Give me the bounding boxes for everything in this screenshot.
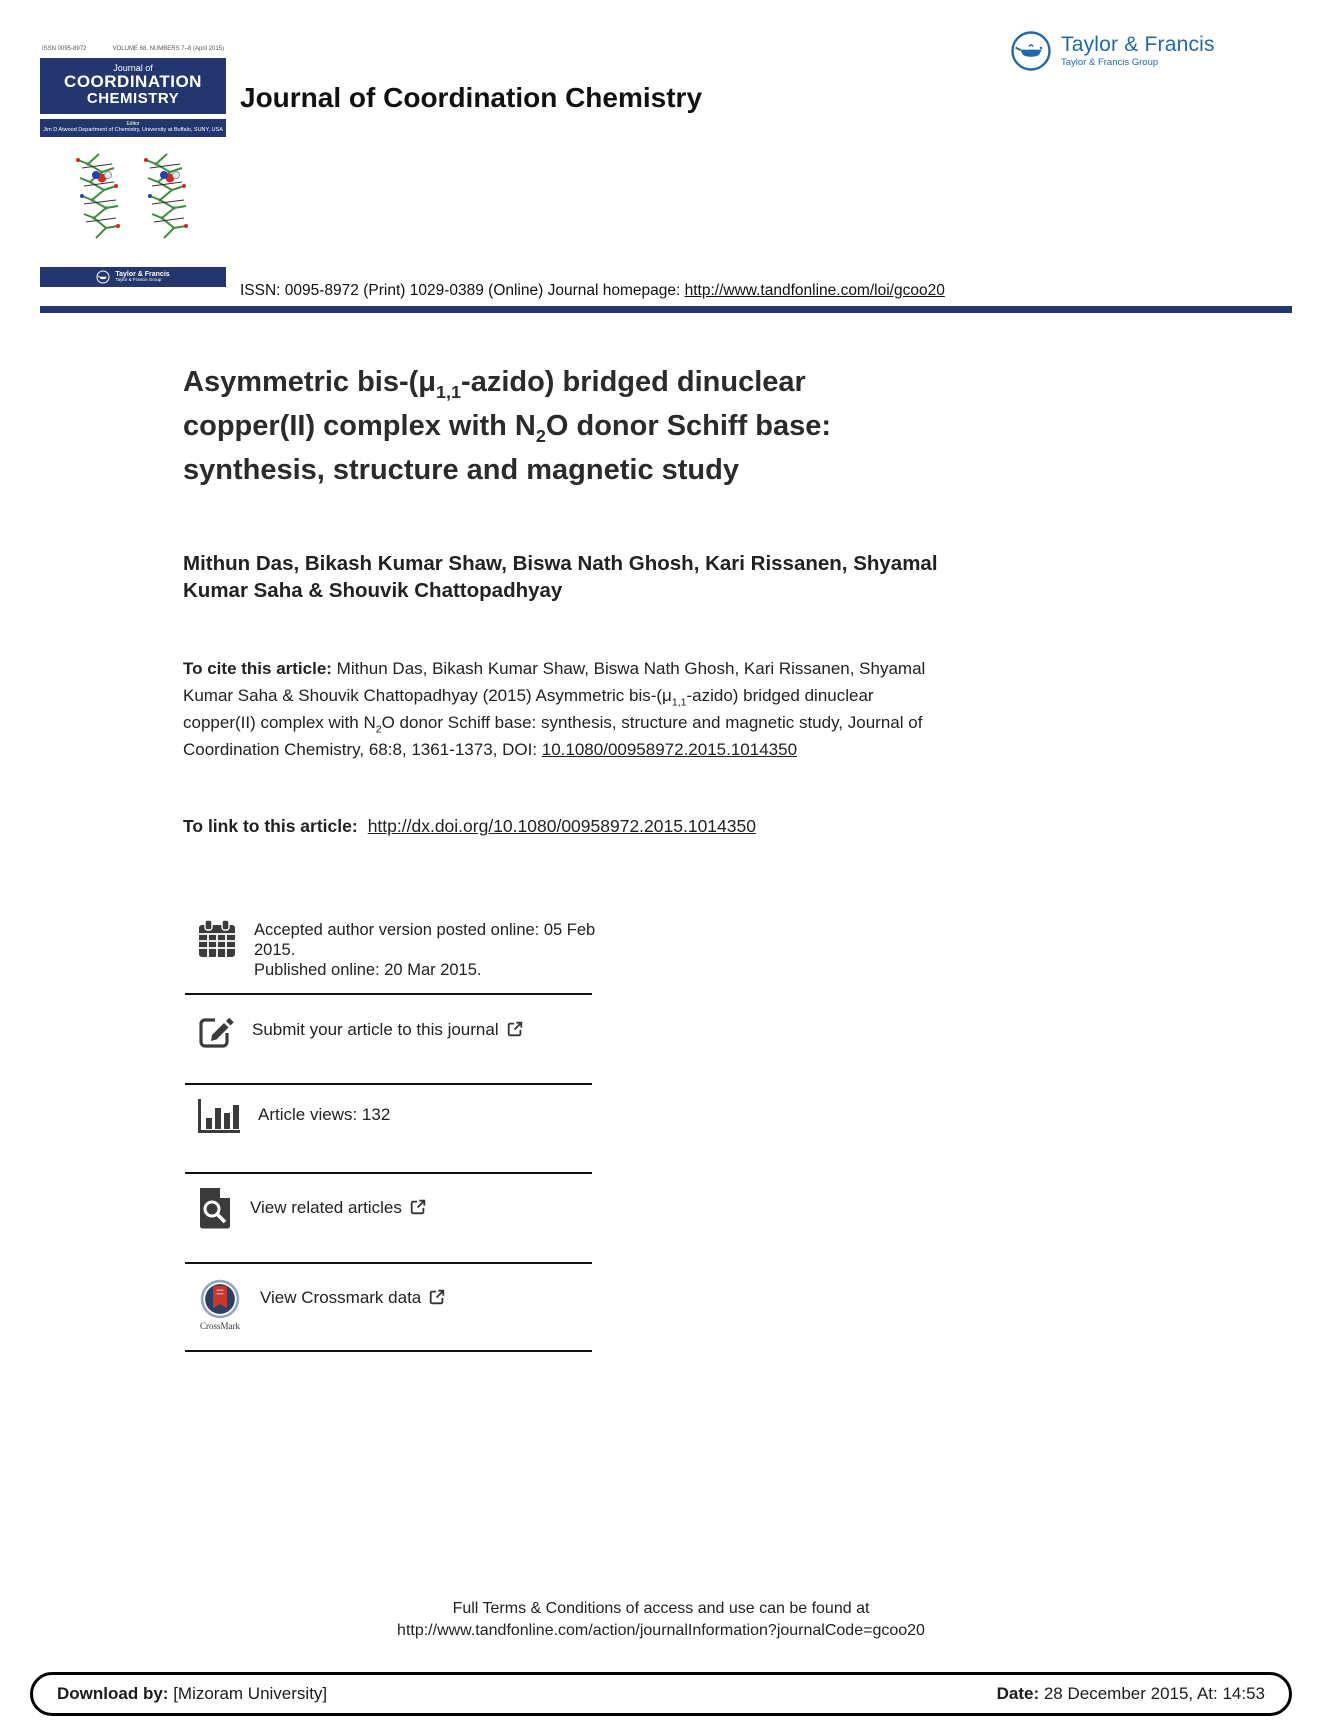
submit-article-label: Submit your article to this journal bbox=[252, 1020, 524, 1040]
bar-chart-icon bbox=[196, 1096, 242, 1134]
cover-molecule-images bbox=[40, 137, 226, 255]
article-link-line bbox=[183, 816, 756, 837]
article-doi-link[interactable]: http://dx.doi.org/10.1080/00958972.2015.1014350 bbox=[367, 816, 756, 836]
terms-and-conditions bbox=[0, 1598, 1322, 1642]
publication-history-row bbox=[196, 918, 602, 980]
external-link-icon bbox=[506, 1020, 524, 1038]
tf-brand-group: Taylor & Francis Group bbox=[1061, 57, 1159, 69]
related-articles-label: View related articles bbox=[250, 1198, 427, 1218]
cite-paragraph: To cite this article: Mithun Das, Bikash Kumar Shaw, Biswa Nath Ghosh, Kari Rissanen, Shyamal Kumar Saha & Shouvik Chattopadhyay (2015) Asymmetric bis-$(\mu_{1,1}-azido)$ bridged dinuclear copper(II) complex with $N_2O$ donor Schiff base: synthesis, structure and magnetic study, Journal of Coordination Chemistry, 68:8, 1361-1373, DOI: 10.1080/00958972.2015.1014350 bbox=[183, 659, 926, 759]
published-online-text: Published online: 20 Mar 2015. bbox=[254, 961, 482, 979]
journal-title-heading: Journal of Coordination Chemistry bbox=[240, 82, 703, 113]
terms-url[interactable]: http://www.tandfonline.com/action/journalInformation?journalCode=gcoo20 bbox=[397, 1622, 925, 1639]
cover-imprint-group: Taylor & Francis Group bbox=[115, 277, 162, 283]
journal-cover-thumbnail bbox=[40, 44, 226, 289]
molecule-structure-image bbox=[140, 148, 194, 244]
cover-editor-band bbox=[40, 119, 226, 137]
cover-issn-row bbox=[40, 44, 226, 56]
tf-lamp-icon-small bbox=[96, 270, 110, 284]
issn-text: ISSN: 0095-8972 (Print) 1029-0389 (Online) Journal homepage: bbox=[240, 282, 685, 299]
cover-issn: ISSN 0095-8972 bbox=[42, 46, 87, 52]
cover-editor-label: Editor bbox=[126, 121, 140, 127]
article-views-label: Article views: 132 bbox=[258, 1105, 391, 1124]
related-articles-row[interactable] bbox=[196, 1186, 427, 1230]
molecule-structure-image bbox=[72, 148, 126, 244]
cover-title-line2: CHEMISTRY bbox=[86, 90, 180, 107]
accepted-online-text: Accepted author version posted online: 05 Feb 2015. bbox=[254, 921, 596, 959]
download-by-value: [Mizoram University] bbox=[173, 1684, 328, 1703]
cover-volume: VOLUME 68, NUMBERS 7–8 (April 2015) bbox=[112, 46, 224, 52]
crossmark-label: View Crossmark data bbox=[260, 1278, 446, 1308]
terms-line1: Full Terms & Conditions of access and use can be found at bbox=[452, 1600, 870, 1617]
tf-lamp-icon bbox=[1010, 30, 1052, 72]
article-views-row bbox=[196, 1096, 390, 1134]
cover-journal-of: Journal of bbox=[113, 63, 153, 73]
separator-line bbox=[185, 1350, 592, 1352]
external-link-icon bbox=[409, 1198, 427, 1216]
cover-imprint-name: Taylor & Francis bbox=[115, 271, 170, 279]
crossmark-logo bbox=[196, 1278, 244, 1331]
separator-line bbox=[185, 1172, 592, 1174]
publication-history-text bbox=[254, 918, 602, 980]
download-by-label: Download by: bbox=[57, 1684, 169, 1703]
link-label: To link to this article: bbox=[183, 816, 358, 836]
separator-line bbox=[185, 1083, 592, 1085]
header-divider-bar bbox=[40, 306, 1292, 313]
date-label: Date: bbox=[996, 1684, 1040, 1703]
issn-homepage-line bbox=[240, 282, 945, 300]
cover-editor-line: Jim D Atwood Department of Chemistry, University at Buffalo, SUNY, USA bbox=[43, 127, 223, 133]
article-title: Asymmetric bis-$(\mu_{1,1}-azido)$ bridged dinuclear copper(II) complex with $N_2O$ donor Schiff base: synthesis, structure and magnetic study bbox=[183, 366, 832, 486]
submit-article-row[interactable] bbox=[196, 1010, 524, 1050]
calendar-icon bbox=[196, 918, 238, 960]
download-info-bar bbox=[30, 1672, 1292, 1716]
date-value: 28 December 2015, At: 14:53 bbox=[1043, 1684, 1265, 1703]
separator-line bbox=[185, 993, 592, 995]
crossmark-row[interactable] bbox=[196, 1278, 446, 1331]
download-date-text bbox=[997, 1684, 1265, 1704]
cover-title-line1: COORDINATION bbox=[64, 72, 202, 91]
article-authors: Mithun Das, Bikash Kumar Shaw, Biswa Nath Ghosh, Kari Rissanen, Shyamal Kumar Saha & Shouvik Chattopadhyay bbox=[183, 552, 938, 602]
tf-brand-name: Taylor & Francis bbox=[1061, 33, 1215, 57]
crossmark-caption: CrossMark bbox=[200, 1321, 240, 1331]
separator-line bbox=[185, 1262, 592, 1264]
download-by-text bbox=[57, 1684, 327, 1704]
submit-pencil-icon bbox=[196, 1010, 236, 1050]
external-link-icon bbox=[428, 1288, 446, 1306]
related-articles-icon bbox=[196, 1186, 234, 1230]
cover-masthead bbox=[40, 58, 226, 114]
crossmark-icon bbox=[199, 1278, 241, 1320]
cover-publisher-strip bbox=[40, 267, 226, 287]
journal-homepage-link[interactable]: http://www.tandfonline.com/loi/gcoo20 bbox=[684, 282, 945, 299]
taylor-francis-logo bbox=[1010, 30, 1215, 72]
